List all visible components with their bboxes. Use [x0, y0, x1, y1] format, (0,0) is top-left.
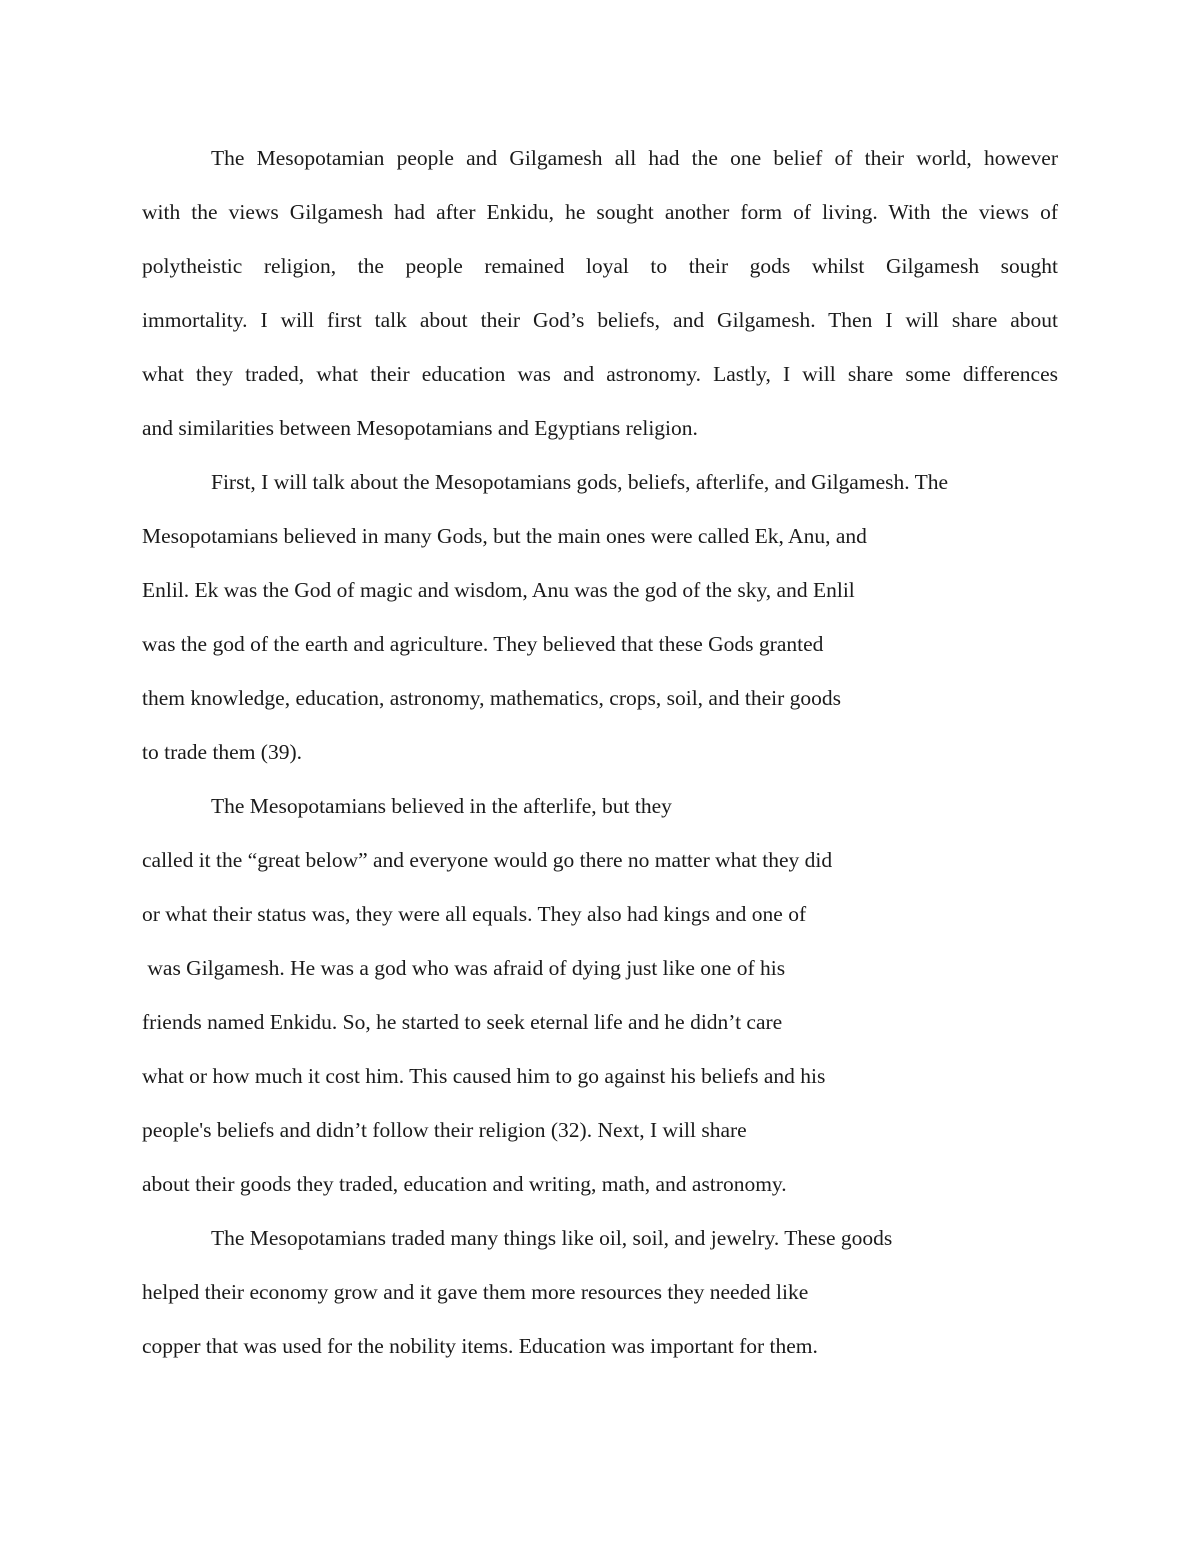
paragraph-4-line-3: copper that was used for the nobility items. Education was important for them.	[142, 1334, 818, 1358]
paragraph-1-line-6: and similarities between Mesopotamians and Egyptians religion.	[142, 416, 698, 440]
paragraph-2-line-4: was the god of the earth and agriculture. They believed that these Gods granted	[142, 632, 824, 656]
paragraph-4-line-2: helped their economy grow and it gave them more resources they needed like	[142, 1280, 809, 1304]
paragraph-3-line-2: called it the “great below” and everyone would go there no matter what they did	[142, 848, 833, 872]
paragraph-1-line-3: polytheistic religion, the people remained loyal to their gods whilst Gilgamesh sought	[142, 254, 1058, 278]
paragraph-1-line-2: with the views Gilgamesh had after Enkidu, he sought another form of living. With the views of	[142, 200, 1058, 224]
paragraph-1-line-1: The Mesopotamian people and Gilgamesh all had the one belief of their world, however	[211, 146, 1058, 170]
paragraph-2-line-1: First, I will talk about the Mesopotamians gods, beliefs, afterlife, and Gilgamesh. The	[211, 470, 949, 494]
paragraph-4-line-1: The Mesopotamians traded many things like oil, soil, and jewelry. These goods	[211, 1226, 893, 1250]
paragraph-3-line-4: was Gilgamesh. He was a god who was afraid of dying just like one of his	[142, 956, 786, 980]
paragraph-1-line-5: what they traded, what their education was and astronomy. Lastly, I will share some differences	[142, 362, 1058, 386]
paragraph-3-line-5: friends named Enkidu. So, he started to seek eternal life and he didn’t care	[142, 1010, 783, 1034]
paragraph-2-line-3: Enlil. Ek was the God of magic and wisdom, Anu was the god of the sky, and Enlil	[142, 578, 855, 602]
paragraph-3-line-3: or what their status was, they were all equals. They also had kings and one of	[142, 902, 807, 926]
paragraph-2-line-5: them knowledge, education, astronomy, mathematics, crops, soil, and their goods	[142, 686, 841, 710]
paragraph-2-line-2: Mesopotamians believed in many Gods, but the main ones were called Ek, Anu, and	[142, 524, 867, 548]
paragraph-3-line-1: The Mesopotamians believed in the afterlife, but they	[211, 794, 672, 818]
paragraph-3-line-8: about their goods they traded, education and writing, math, and astronomy.	[142, 1172, 787, 1196]
paragraph-3-line-6: what or how much it cost him. This caused him to go against his beliefs and his	[142, 1064, 826, 1088]
paragraph-3-line-7: people's beliefs and didn’t follow their religion (32). Next, I will share	[142, 1118, 747, 1142]
paragraph-2-line-6: to trade them (39).	[142, 740, 303, 764]
paragraph-1-line-4: immortality. I will first talk about their God’s beliefs, and Gilgamesh. Then I will share about	[142, 308, 1058, 332]
